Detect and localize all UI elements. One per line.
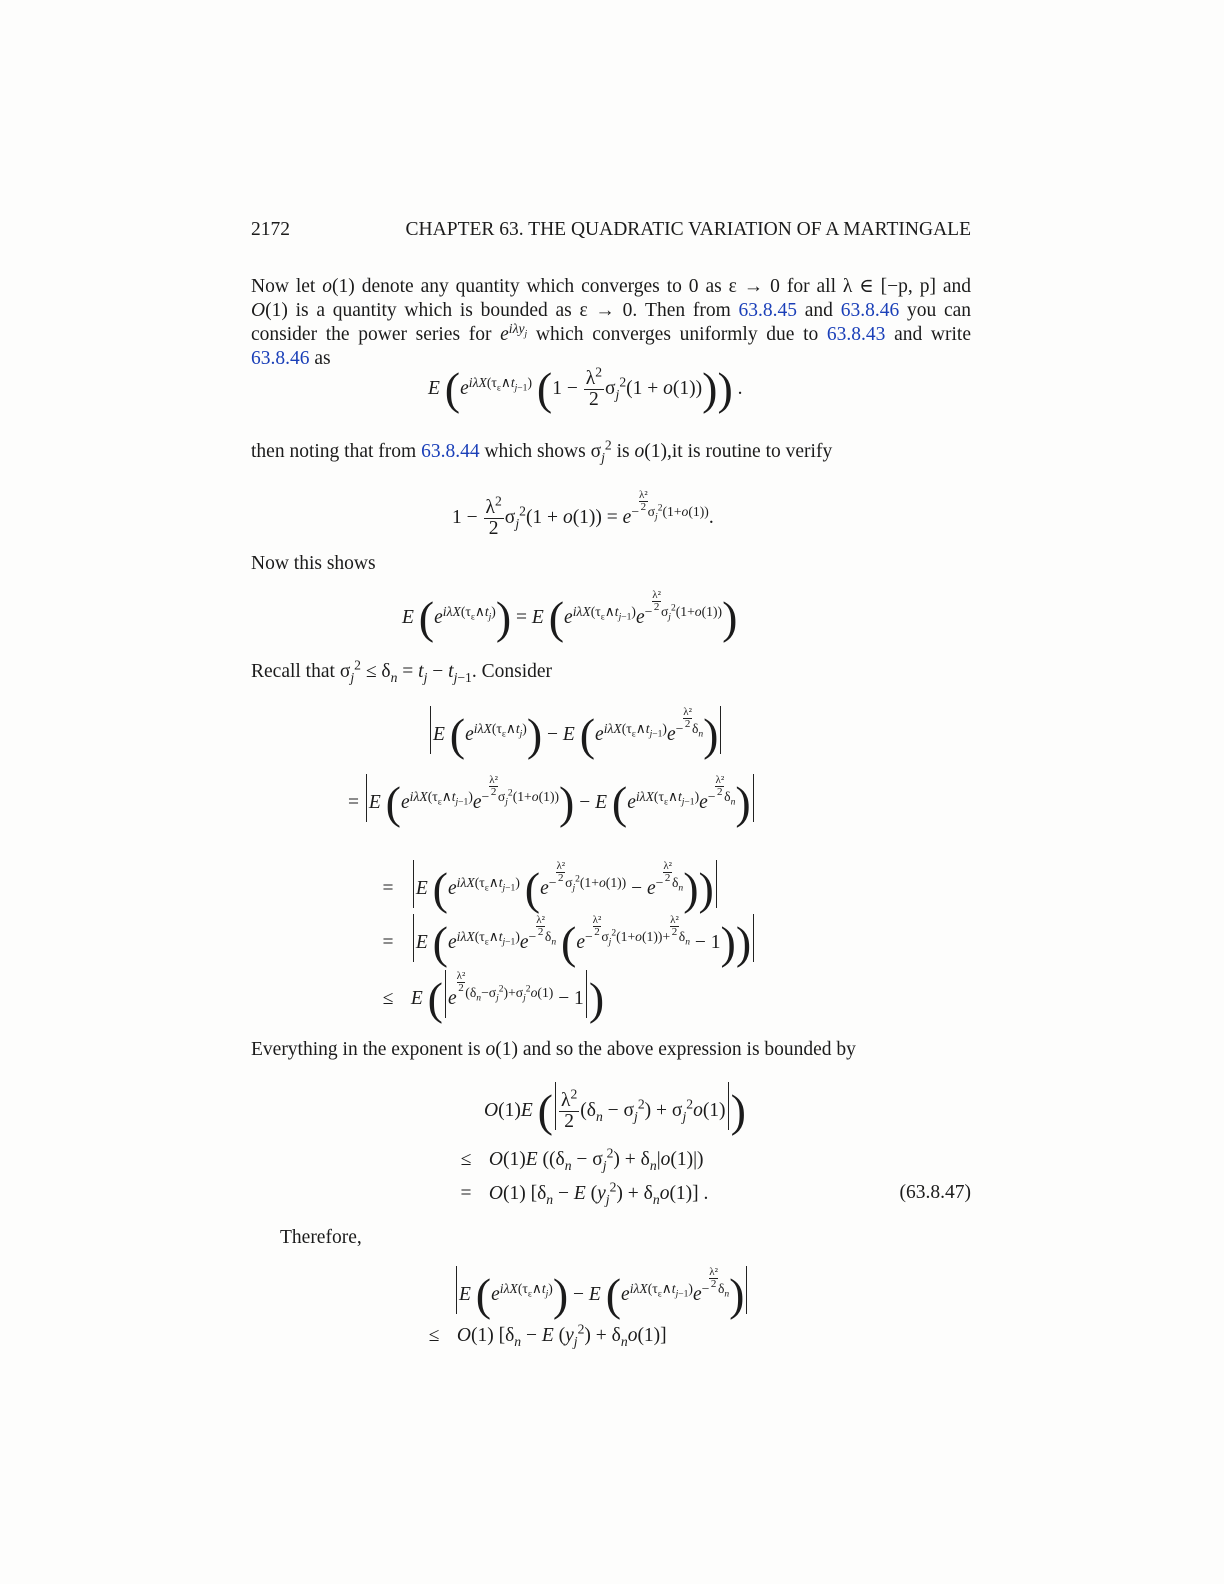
display-equation: ≤ E ( e $^{\frac{\text{λ²}}{2} (\delta_n-\sigma_j^2)+\sigma_j^2o(1)}$ − 1 ) xyxy=(382,970,605,1024)
equation-link[interactable]: 63.8.45 xyxy=(738,300,798,321)
math-inline: o(1) xyxy=(634,441,668,462)
math-inline: o(1) xyxy=(485,1039,518,1060)
equation-link[interactable]: 63.8.46 xyxy=(251,348,310,369)
paragraph-shows: Now this shows xyxy=(251,553,376,574)
numbered-equation-row xyxy=(448,1179,971,1210)
display-equation: E $(e^{i\lambda X(\tau_\varepsilon\wedge t_j)}) = E$ $(e^{i\lambda X(\tau_\varepsilon\wedge t_{j-1})}e^{- \frac{\text{λ²}}{2} \sigma_j^2(1+o(1))})$ xyxy=(402,589,738,643)
paragraph-intro: Now let o(1) denote any quantity which converges to 0 as ε → 0 for all λ ∈ [−p, p] and O(1) is a quantity which is bounded as ε → 0. Then from 63.8.45 and 63.8.46 you can consider the power series for $e^{i\lambda y_j}$ which converges uniformly due to 63.8.43 and write 63.8.46 as xyxy=(251,276,972,369)
display-equation: = E ($e^{i\lambda X(\tau_\varepsilon\wedge t_{j-1})}e^{- \frac{\text{λ²}}{2} \delta_n}$ $(e^{- \frac{\text{λ²}}{2} \sigma_j^2(1+o(1))+ \frac{\text{λ²}}{2} \delta_n} - 1)$) xyxy=(370,914,756,966)
math-inline: $e^{i\lambda y_j}$ xyxy=(500,320,528,345)
equation-link[interactable]: 63.8.44 xyxy=(421,441,480,462)
math-inline: O(1) xyxy=(251,300,288,321)
display-equation: 1 − $\frac{\lambda^2}{2}$ $\sigma_j^2(1 + o(1)) = e^{- \frac{\text{λ²}}{2} \sigma_j^2(1+o(1))}$. xyxy=(452,489,714,540)
equation-number: (63.8.47) xyxy=(899,1182,971,1203)
display-equation: = O(1) [$\delta_n - E$ $(y_j^2) + \delta_no(1)$] . xyxy=(460,1179,709,1207)
display-equation: E ($e^{i\lambda X(\tau_\varepsilon\wedge t_{j-1})}$ (1 − $\frac{\lambda^2}{2}$ $\sigma_j^2(1 + o(1))$)) . xyxy=(428,363,743,414)
paragraph-routine: then noting that from 63.8.44 which shows $\sigma_j^2$ is o(1),it is routine to verify xyxy=(251,437,833,465)
equation-link[interactable]: 63.8.46 xyxy=(840,300,900,321)
display-equation: E $(e^{i\lambda X(\tau_\varepsilon\wedge t_j)}) - E$ $(e^{i\lambda X(\tau_\varepsilon\wedge t_{j-1})}e^{- \frac{\text{λ²}}{2} \delta_n})$ xyxy=(428,706,723,758)
display-equation: O(1)E ( $\frac{\lambda^2}{2}$ $(\delta_n - \sigma_j^2) + \sigma_j^2o(1)$ ) xyxy=(484,1082,746,1134)
paragraph-recall: Recall that $\sigma_j^2 \le \delta_n = t_j - t_{j-1}$. Consider xyxy=(251,657,553,685)
math-inline: $\sigma_j^2$ xyxy=(590,437,612,465)
math-inline: o(1) xyxy=(322,276,355,297)
equation-link[interactable]: 63.8.43 xyxy=(826,324,886,345)
display-equation: ≤ O(1) [$\delta_n - E$ $(y_j^2) + \delta_no(1)$] xyxy=(428,1321,667,1349)
display-equation: = E ($e^{i\lambda X(\tau_\varepsilon\wedge t_{j-1})}$ $(e^{- \frac{\text{λ²}}{2} \sigma_j^2(1+o(1))} - e^{- \frac{\text{λ²}}{2} \delta_n})$) xyxy=(370,860,719,912)
paragraph-therefore: Therefore, xyxy=(280,1227,362,1248)
math-inline: $\sigma_j^2 \le \delta_n = t_j - t_{j-1}$ xyxy=(339,657,472,685)
page-header xyxy=(251,219,971,245)
page-number: 2172 xyxy=(251,219,290,240)
display-equation: ≤ O(1)E $((\delta_n - \sigma_j^2) + \delta_n|o(1)|)$ xyxy=(460,1145,704,1173)
display-equation: E $(e^{i\lambda X(\tau_\varepsilon\wedge t_j)}) - E$ $(e^{i\lambda X(\tau_\varepsilon\wedge t_{j-1})}e^{- \frac{\text{λ²}}{2} \delta_n})$ xyxy=(454,1266,749,1318)
paragraph-exponent: Everything in the exponent is o(1) and so the above expression is bounded by xyxy=(251,1039,856,1060)
running-title: CHAPTER 63. THE QUADRATIC VARIATION OF A MARTINGALE xyxy=(405,219,971,240)
display-equation: = E $(e^{i\lambda X(\tau_\varepsilon\wedge t_{j-1})}e^{- \frac{\text{λ²}}{2} \sigma_j^2(1+o(1))}) - E$ $(e^{i\lambda X(\tau_\varepsilon\wedge t_{j-1})}e^{- \frac{\text{λ²}}{2} \delta_n})$ xyxy=(348,774,756,826)
